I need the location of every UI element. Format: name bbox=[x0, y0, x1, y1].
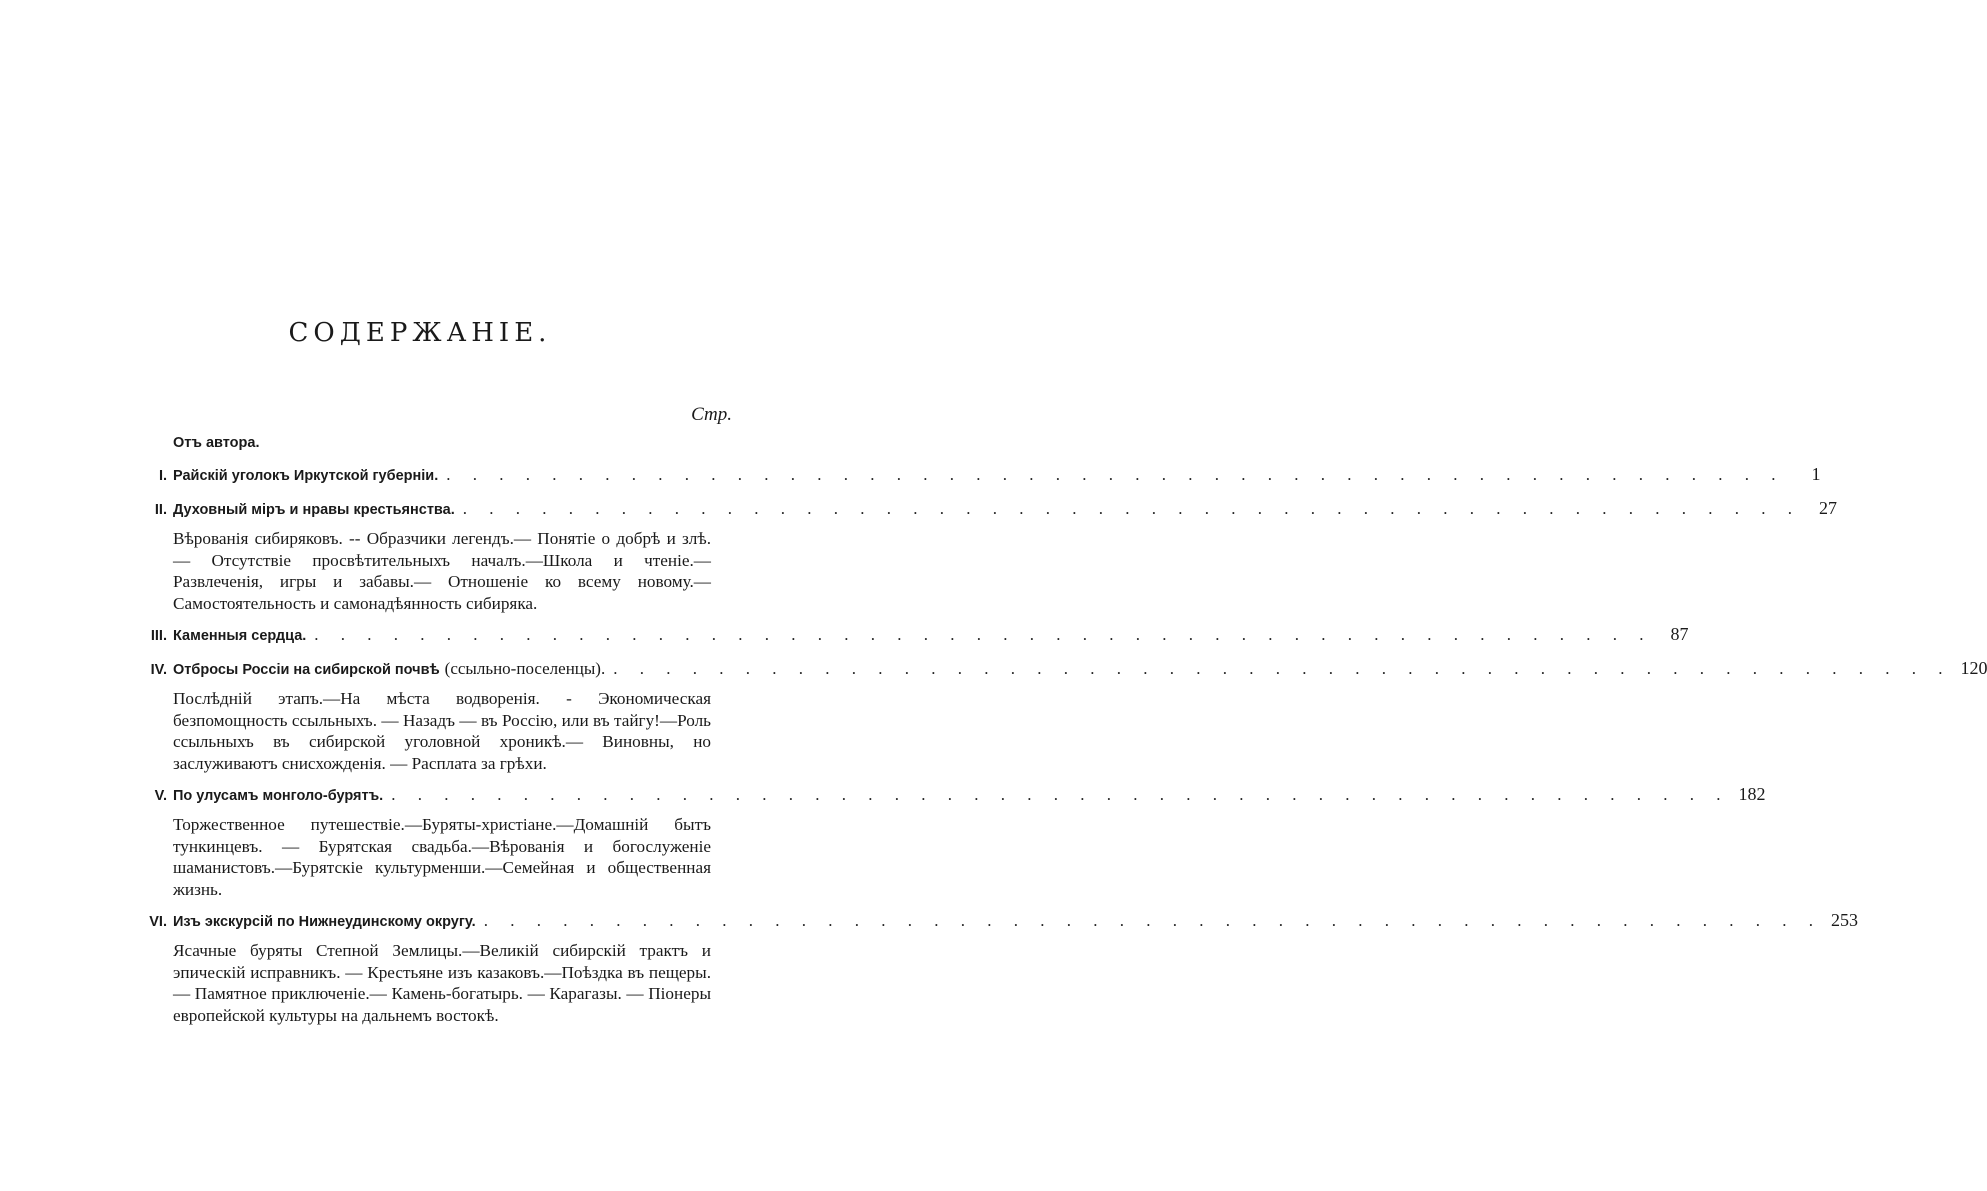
chapter-summary: Торжественное путешествіе.—Буряты-христіане.—Домашній бытъ тункинцевъ. — Бурятская свадьба.—Вѣрованія и богослуженіе шаманистовъ.—Бурятскіе культурменши.—Семейная и общественная жизнь. bbox=[173, 815, 711, 899]
chapter-number: VI. bbox=[149, 914, 167, 930]
dot-leader: . . . . . . . . . . . . . . . . . . . . . . . . . . . . . . . . . . . . . . . . . . . . . . . . . . . bbox=[314, 625, 1653, 644]
chapter-number: IV. bbox=[150, 662, 167, 678]
chapter-title: Райскій уголокъ Иркутской губерніи. bbox=[173, 468, 439, 484]
toc-author-note: Отъ автора. bbox=[173, 435, 260, 451]
dot-leader: . . . . . . . . . . . . . . . . . . . . . . . . . . . . . . . . . . . . . . . . . . . . . . . . . . . bbox=[391, 785, 1730, 804]
chapter-title: По улусамъ монголо-бурятъ. bbox=[173, 788, 384, 804]
chapter-title: Духовный міръ и нравы крестьянства. bbox=[173, 502, 455, 518]
toc-entry-line bbox=[140, 498, 1837, 524]
page-number: 253 bbox=[1830, 910, 1858, 930]
page-number: 87 bbox=[1670, 624, 1689, 644]
toc-entry-line bbox=[140, 910, 1858, 936]
page-title: СОДЕРЖАНІЕ. bbox=[288, 318, 552, 348]
toc-entry-5 bbox=[140, 784, 1766, 900]
dot-leader: . . . . . . . . . . . . . . . . . . . . . . . . . . . . . . . . . . . . . . . . . . . . . . . . . . . bbox=[446, 465, 1785, 484]
toc-entry-2 bbox=[140, 498, 1837, 614]
chapter-number: I. bbox=[158, 468, 167, 484]
chapter-number: V. bbox=[154, 788, 167, 804]
page-number: 1 bbox=[1811, 464, 1821, 484]
dot-leader: . . . . . . . . . . . . . . . . . . . . . . . . . . . . . . . . . . . . . . . . . . . . . . . . . . . bbox=[462, 499, 1801, 518]
chapter-title: Отбросы Россіи на сибирской почвѣ bbox=[173, 662, 440, 678]
chapter-title-extra: (ссыльно-поселенцы). bbox=[444, 659, 606, 678]
page-number: 27 bbox=[1818, 498, 1837, 518]
toc-entry-6 bbox=[140, 910, 1858, 1026]
chapter-summary: Послѣдній этапъ.—На мѣста водворенія. - Экономическая безпомощность ссыльныхъ. — Назадъ — въ Россію, или въ тайгу!—Роль ссыльныхъ въ сибирской уголовной хроникѣ.— Виновны, но заслуживаютъ снисхожденія. — Расплата за грѣхи. bbox=[173, 689, 711, 773]
dot-leader: . . . . . . . . . . . . . . . . . . . . . . . . . . . . . . . . . . . . . . . . . . . . . . . . . . . bbox=[483, 911, 1822, 930]
toc-entry-3 bbox=[140, 624, 1689, 650]
chapter-title: Изъ экскурсій по Нижнеудинскому округу. bbox=[173, 914, 476, 930]
table-of-contents bbox=[140, 430, 1987, 1026]
chapter-number: II. bbox=[154, 502, 167, 518]
toc-entry-line bbox=[140, 784, 1766, 810]
chapter-number: III. bbox=[150, 628, 167, 644]
chapter-summary: Вѣрованія сибиряковъ. -- Образчики легендъ.— Понятіе о добрѣ и злѣ. — Отсутствіе просвѣтительныхъ началъ.—Школа и чтеніе.—Развлеченія, игры и забавы.— Отношеніе ко всему новому.— Самостоятельность и самонадѣянность сибиряка. bbox=[173, 529, 711, 613]
chapter-summary: Ясачные буряты Степной Землицы.—Великій сибирскій трактъ и эпическій исправникъ. — Крестьяне изъ казаковъ.—Поѣздка въ пещеры. — Памятное приключеніе.— Камень-богатырь. — Карагазы. — Піонеры европейской культуры на дальнемъ востокѣ. bbox=[173, 941, 711, 1025]
toc-entry-line bbox=[140, 464, 1821, 490]
toc-entry-line bbox=[140, 658, 1987, 684]
dot-leader: . . . . . . . . . . . . . . . . . . . . . . . . . . . . . . . . . . . . . . . . . . . . . . . . . . . bbox=[613, 659, 1952, 678]
toc-entry-1 bbox=[140, 464, 1821, 490]
page-column-label: Стр. bbox=[691, 404, 732, 425]
chapter-title: Каменныя сердца. bbox=[173, 628, 307, 644]
page-number: 182 bbox=[1738, 784, 1766, 804]
toc-entry-4 bbox=[140, 658, 1987, 774]
toc-entry-line bbox=[140, 624, 1689, 650]
page-number: 120 bbox=[1960, 658, 1987, 678]
